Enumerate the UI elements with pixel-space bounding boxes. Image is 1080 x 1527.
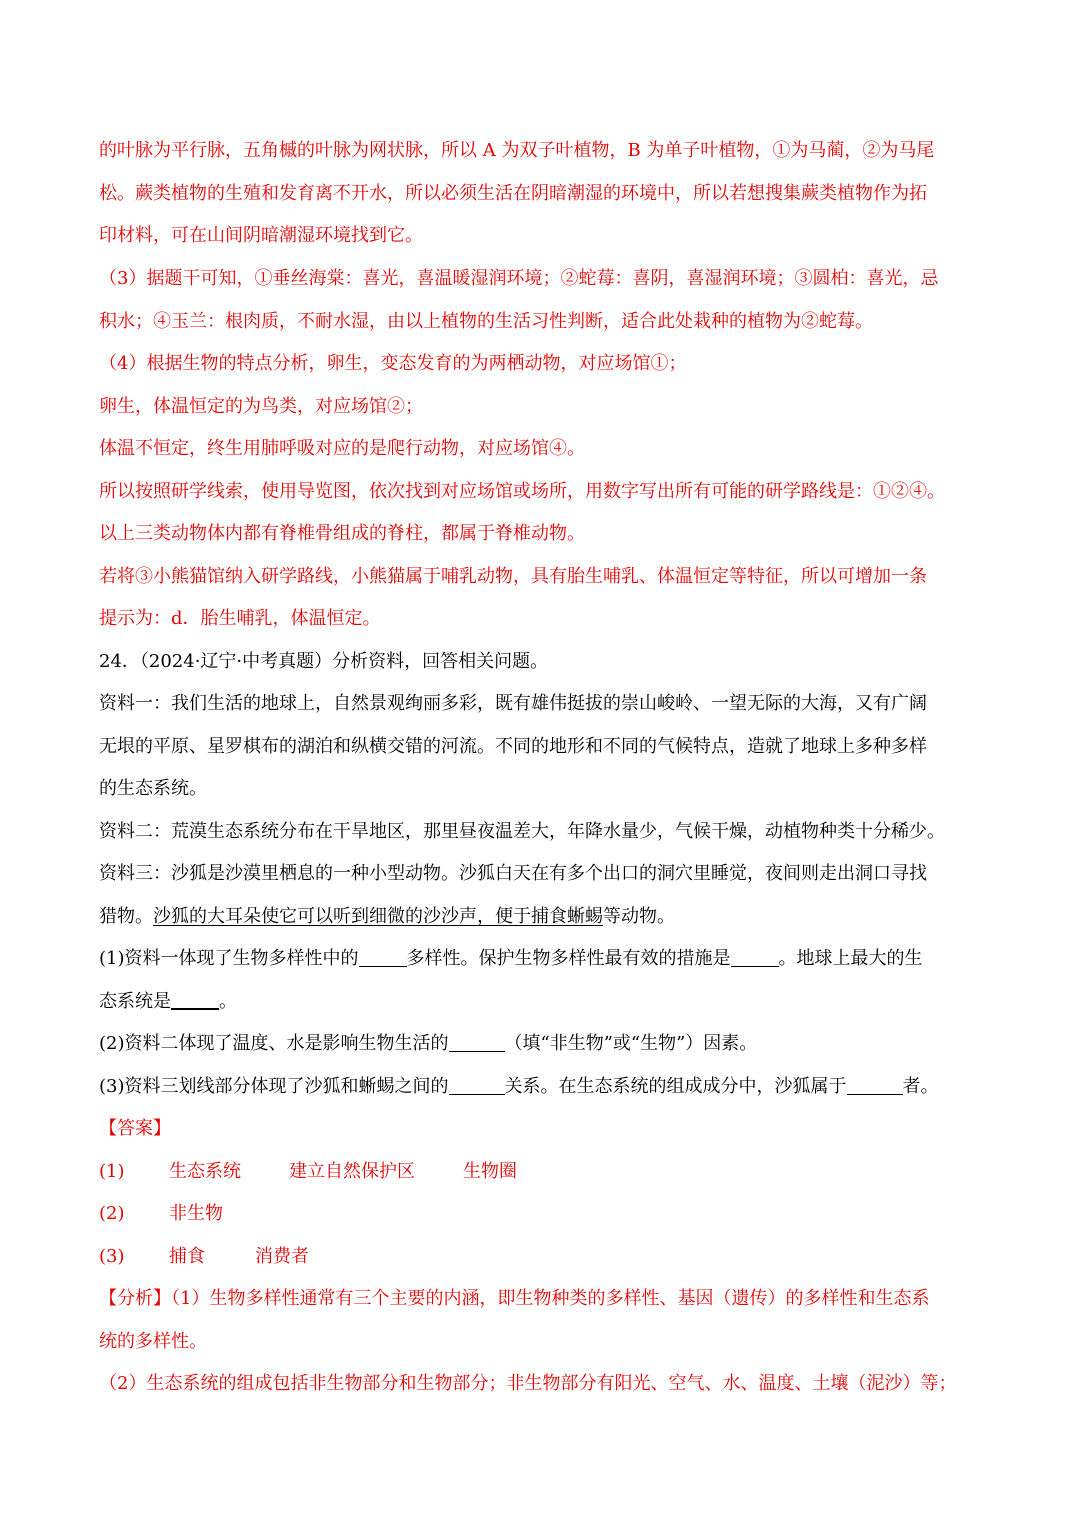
- material-3-underlined-text: 沙狐的大耳朵使它可以听到细微的沙沙声，便于捕食蜥蜴: [153, 906, 603, 927]
- material-3-line-1: 资料三：沙狐是沙漠里栖息的一种小型动物。沙狐白天在有多个出口的洞穴里睡觉，夜间则走出洞口寻找: [99, 863, 927, 884]
- answer-blank[interactable]: [731, 948, 779, 967]
- q1-text-c: 。地球上最大的生: [778, 948, 923, 969]
- q3-text-a: (3)资料三划线部分体现了沙狐和蜥蜴之间的: [99, 1076, 449, 1097]
- analysis-text-1: （1）生物多样性通常有三个主要的内涵，即生物种类的多样性、基因（遗传）的多样性和生态系: [171, 1288, 930, 1309]
- answer-item: 捕食: [169, 1246, 205, 1267]
- q1-text-d: 态系统是: [99, 991, 171, 1012]
- analysis-continued-line-6: （4）根据生物的特点分析，卵生，变态发育的为两栖动物，对应场馆①；: [99, 353, 687, 374]
- analysis-continued-line-2: 松。蕨类植物的生殖和发育离不开水，所以必须生活在阴暗潮湿的环境中，所以若想搜集蕨类植物作为拓: [99, 183, 927, 204]
- sub-question-3: [99, 1075, 984, 1099]
- analysis-continued-line-1: 的叶脉为平行脉，五角槭的叶脉为网状脉，所以 A 为双子叶植物，B 为单子叶植物，①为马蔺，②为马尾: [99, 140, 935, 161]
- analysis-line-2: 统的多样性。: [99, 1331, 207, 1352]
- answer-blank[interactable]: [359, 948, 407, 967]
- material-1-line-1: 资料一：我们生活的地球上，自然景观绚丽多彩，既有雄伟挺拔的崇山峻岭、一望无际的大海，又有广阔: [99, 693, 927, 714]
- q3-text-b: 关系。在生态系统的组成成分中，沙狐属于: [504, 1076, 847, 1097]
- material-1-line-2: 无垠的平原、星罗棋布的湖泊和纵横交错的河流。不同的地形和不同的气候特点，造就了地球上多种多样: [99, 736, 927, 757]
- material-3-suffix: 等动物。: [603, 906, 675, 927]
- answer-item: 建立自然保护区: [289, 1161, 415, 1182]
- material-3-prefix: 猎物。: [99, 906, 153, 927]
- material-2-line-1: 资料二：荒漠生态系统分布在干旱地区，那里昼夜温差大，年降水量少，气候干燥，动植物种类十分稀少。: [99, 821, 945, 842]
- q1-text-e: 。: [219, 991, 237, 1012]
- analysis-continued-line-12: 提示为：d．胎生哺乳，体温恒定。: [99, 608, 381, 629]
- answer-title: 【答案】: [99, 1118, 171, 1139]
- answer-number: (1): [99, 1161, 125, 1182]
- answer-row-1: [99, 1160, 984, 1184]
- q1-text-b: 多样性。保护生物多样性最有效的措施是: [406, 948, 731, 969]
- analysis-continued-line-11: 若将③小熊猫馆纳入研学路线，小熊猫属于哺乳动物，具有胎生哺乳、体温恒定等特征，所以可增加一条: [99, 566, 927, 587]
- q1-text-a: (1)资料一体现了生物多样性中的: [99, 948, 359, 969]
- analysis-continued-line-5: 积水；④玉兰：根肉质，不耐水湿，由以上植物的生活习性判断，适合此处栽种的植物为②蛇莓。: [99, 311, 873, 332]
- material-3-line-2: [99, 905, 984, 929]
- answer-blank[interactable]: [449, 1033, 505, 1052]
- analysis-continued-line-3: 印材料，可在山间阴暗潮湿环境找到它。: [99, 225, 423, 246]
- answer-row-3: [99, 1245, 984, 1269]
- answer-blank[interactable]: [847, 1076, 903, 1095]
- answer-item: 生态系统: [169, 1161, 241, 1182]
- analysis-line-1: [99, 1287, 984, 1311]
- analysis-continued-line-4: （3）据题干可知，①垂丝海棠：喜光，喜温暖湿润环境；②蛇莓：喜阴，喜湿润环境；③圆柏：喜光，忌: [99, 268, 939, 289]
- q3-text-c: 者。: [902, 1076, 939, 1097]
- answer-row-2: [99, 1202, 984, 1226]
- sub-question-2: [99, 1032, 984, 1056]
- sub-question-1-line-1: [99, 947, 984, 971]
- answer-item: 生物圈: [463, 1161, 517, 1182]
- analysis-continued-line-7: 卵生，体温恒定的为鸟类，对应场馆②；: [99, 396, 423, 417]
- answer-item: 消费者: [255, 1246, 309, 1267]
- answer-blank[interactable]: [171, 990, 219, 1010]
- answer-number: (2): [99, 1203, 125, 1224]
- answer-blank[interactable]: [449, 1076, 505, 1095]
- q2-text-b: （填“非生物”或“生物”）因素。: [504, 1033, 758, 1054]
- q2-text-a: (2)资料二体现了温度、水是影响生物生活的: [99, 1033, 449, 1054]
- question-header: 24．（2024·辽宁·中考真题）分析资料，回答相关问题。: [99, 651, 549, 672]
- analysis-line-3: （2）生态系统的组成包括非生物部分和生物部分；非生物部分有阳光、空气、水、温度、土壤（泥沙）等；: [99, 1373, 957, 1394]
- answer-number: (3): [99, 1246, 125, 1267]
- analysis-continued-line-9: 所以按照研学线索，使用导览图，依次找到对应场馆或场所，用数字写出所有可能的研学路线是：①②④。: [99, 481, 945, 502]
- answer-item: 非生物: [169, 1203, 223, 1224]
- analysis-continued-line-8: 体温不恒定，终生用肺呼吸对应的是爬行动物，对应场馆④。: [99, 438, 585, 459]
- analysis-title: 【分析】: [99, 1288, 171, 1309]
- sub-question-1-line-2: [99, 990, 984, 1014]
- analysis-continued-line-10: 以上三类动物体内都有脊椎骨组成的脊柱，都属于脊椎动物。: [99, 523, 585, 544]
- material-1-line-3: 的生态系统。: [99, 778, 207, 799]
